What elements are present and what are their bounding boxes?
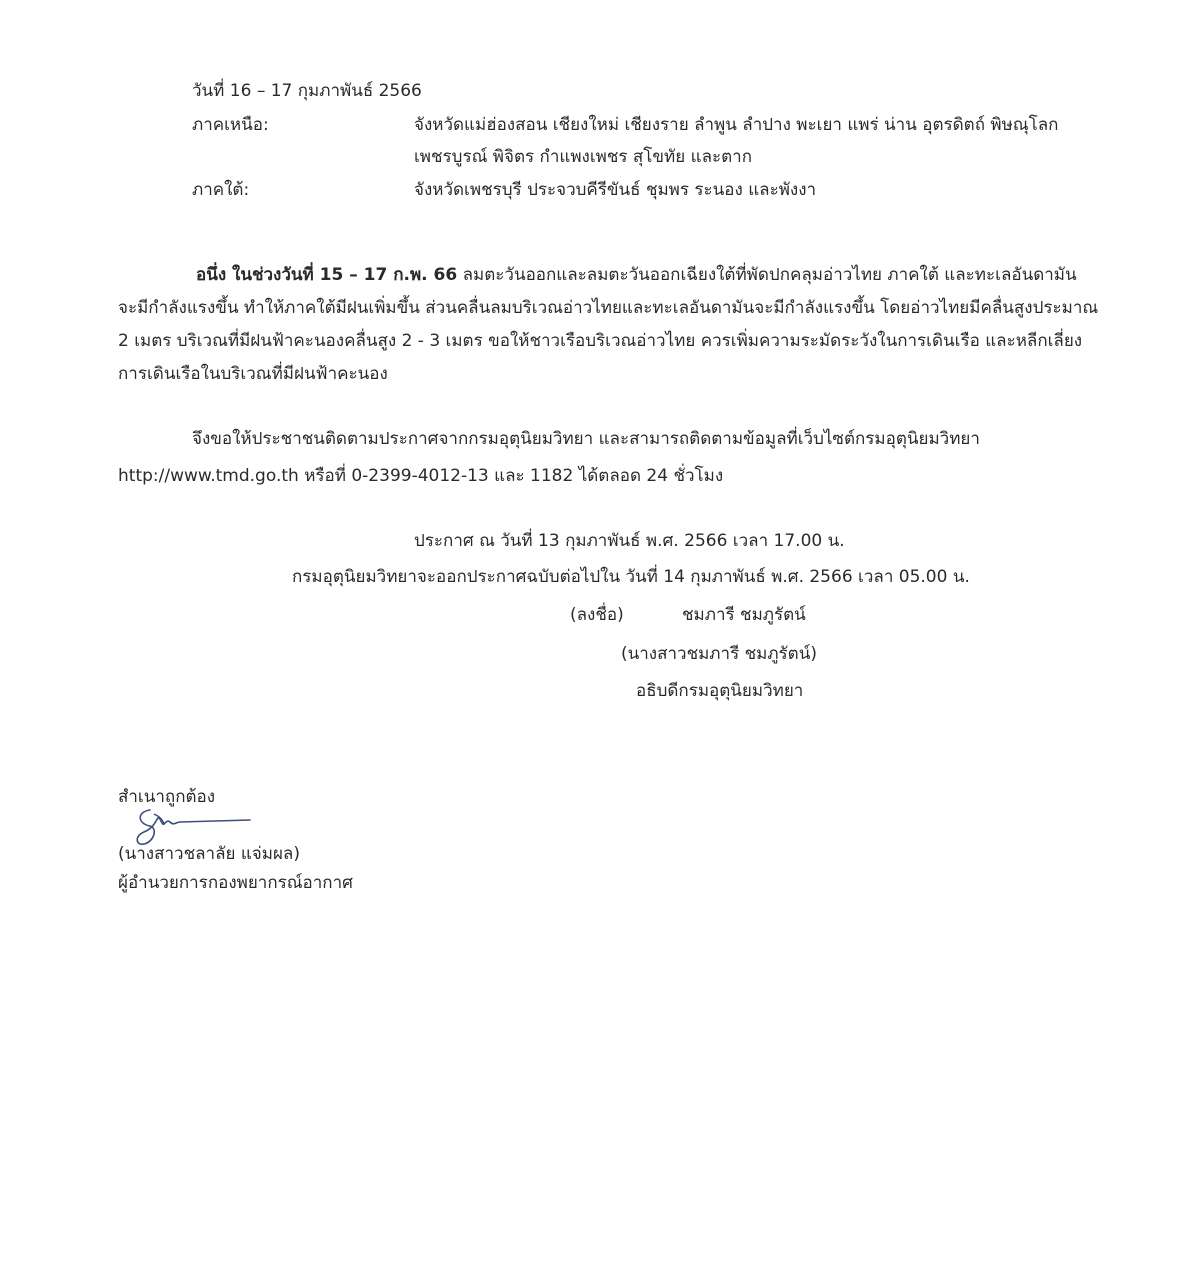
- note-line1-rest: ลมตะวันออกและลมตะวันออกเฉียงใต้ที่พัดปกคลุมอ่าวไทย ภาคใต้ และทะเลอันดามัน: [457, 265, 1077, 285]
- follow-paragraph-line1: จึงขอให้ประชาชนติดตามประกาศจากกรมอุตุนิยมวิทยา และสามารถติดตามข้อมูลที่เว็บไซต์กรมอุตุนิยมวิทยา: [192, 429, 980, 449]
- note-paragraph-line4: การเดินเรือในบริเวณที่มีฝนฟ้าคะนอง: [118, 364, 388, 384]
- announced-date: ประกาศ ณ วันที่ 13 กุมภาพันธ์ พ.ศ. 2566 เวลา 17.00 น.: [414, 531, 845, 551]
- region-south-label: ภาคใต้:: [192, 180, 250, 200]
- signatory-position: อธิบดีกรมอุตุนิยมวิทยา: [636, 681, 804, 701]
- region-north-label: ภาคเหนือ:: [192, 115, 269, 135]
- handwritten-signature-icon: [128, 806, 258, 848]
- date-heading: วันที่ 16 – 17 กุมภาพันธ์ 2566: [192, 81, 422, 101]
- certifier-position: ผู้อำนวยการกองพยากรณ์อากาศ: [118, 873, 353, 893]
- region-north-provinces-line2: เพชรบูรณ์ พิจิตร กำแพงเพชร สุโขทัย และตาก: [414, 147, 752, 167]
- note-lead-bold: อนึ่ง ในช่วงวันที่ 15 – 17 ก.พ. 66: [196, 265, 458, 285]
- signed-name: ชมภารี ชมภูรัตน์: [682, 605, 806, 625]
- note-paragraph-line2: จะมีกำลังแรงขึ้น ทำให้ภาคใต้มีฝนเพิ่มขึ้น ส่วนคลื่นลมบริเวณอ่าวไทยและทะเลอันดามันจะมีกำลังแรงขึ้น โดยอ่าวไทยมีคลื่นสูงประมาณ: [118, 298, 1099, 318]
- signed-label: (ลงชื่อ): [570, 605, 624, 625]
- certifier-name: (นางสาวชลาลัย แจ่มผล): [118, 844, 300, 864]
- signatory-full-name: (นางสาวชมภารี ชมภูรัตน์): [621, 644, 817, 664]
- region-south-provinces: จังหวัดเพชรบุรี ประจวบคีรีขันธ์ ชุมพร ระนอง และพังงา: [414, 180, 817, 200]
- region-north-provinces-line1: จังหวัดแม่ฮ่องสอน เชียงใหม่ เชียงราย ลำพูน ลำปาง พะเยา แพร่ น่าน อุตรดิตถ์ พิษณุโลก: [414, 115, 1059, 135]
- note-paragraph-line3: 2 เมตร บริเวณที่มีฝนฟ้าคะนองคลื่นสูง 2 - 3 เมตร ขอให้ชาวเรือบริเวณอ่าวไทย ควรเพิ่มความระมัดระวังในการเดินเรือ และหลีกเลี่ยง: [118, 331, 1083, 351]
- note-paragraph-line1: [196, 264, 1077, 286]
- next-issue-date: กรมอุตุนิยมวิทยาจะออกประกาศฉบับต่อไปใน วันที่ 14 กุมภาพันธ์ พ.ศ. 2566 เวลา 05.00 น.: [292, 567, 970, 587]
- follow-paragraph-line2: [118, 465, 723, 487]
- contact-numbers: หรือที่ 0-2399-4012-13 และ 1182 ได้ตลอด 24 ชั่วโมง: [298, 466, 724, 486]
- certified-copy-label: สำเนาถูกต้อง: [118, 787, 216, 807]
- website-url[interactable]: http://www.tmd.go.th: [118, 466, 299, 486]
